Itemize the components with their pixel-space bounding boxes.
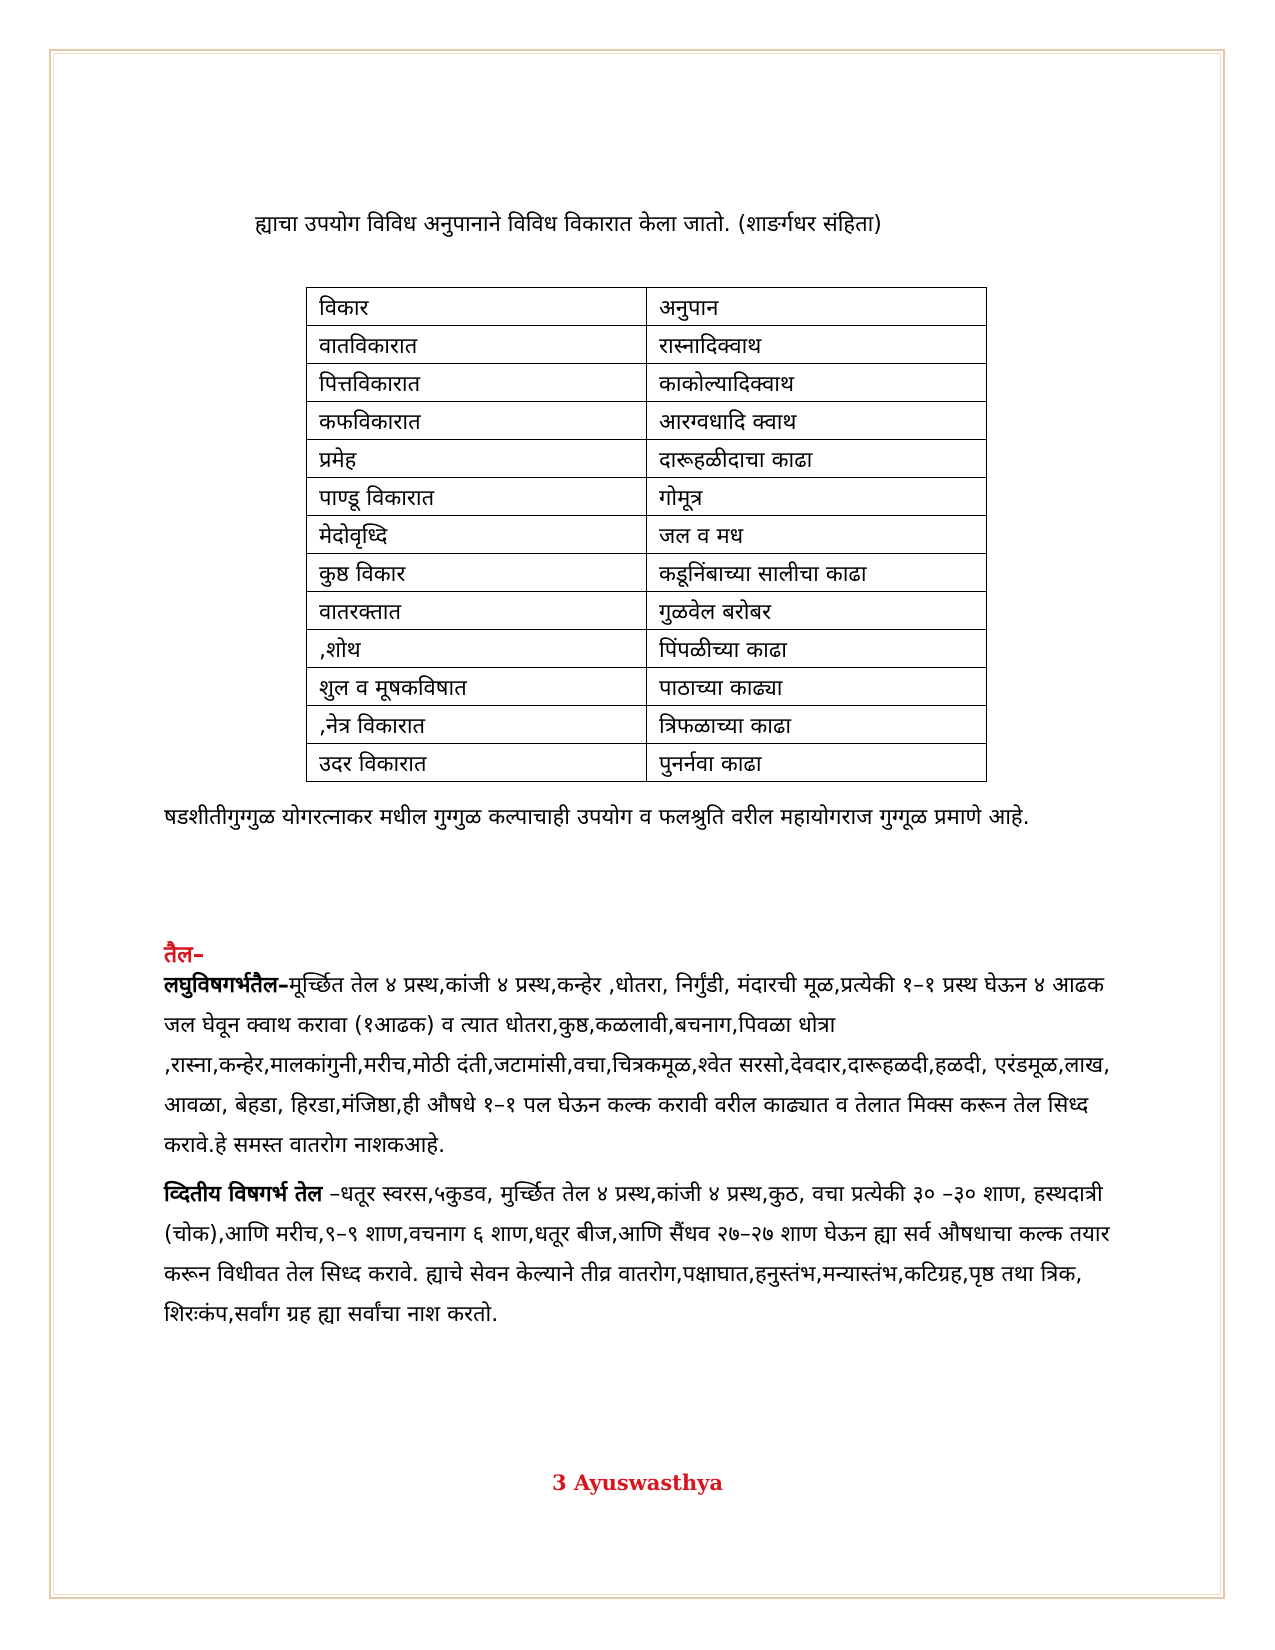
cell-vikar: कुष्ठ विकार: [307, 554, 647, 592]
page-footer: 3 Ayuswasthya: [552, 1470, 723, 1495]
cell-vikar: ,शोथ: [307, 630, 647, 668]
cell-anupan: पाठाच्या काढ्या: [647, 668, 987, 706]
cell-vikar: पित्तविकारात: [307, 364, 647, 402]
cell-vikar: पाण्डू विकारात: [307, 478, 647, 516]
cell-anupan: दारूहळीदाचा काढा: [647, 440, 987, 478]
table-row: [307, 326, 987, 364]
table-row: [307, 592, 987, 630]
cell-anupan: आरग्वधादि क्वाथ: [647, 402, 987, 440]
laghu-vishagarbha-title: लघुविषगर्भतैल–: [164, 973, 289, 998]
table-row: [307, 364, 987, 402]
cell-vikar: वातरक्तात: [307, 592, 647, 630]
cell-anupan: पुनर्नवा काढा: [647, 744, 987, 782]
dvitiya-vishagarbha-title: व्दितीय विषगर्भ तेल: [164, 1182, 323, 1207]
cell-vikar: कफविकारात: [307, 402, 647, 440]
table-row: [307, 630, 987, 668]
table-row: [307, 440, 987, 478]
cell-anupan: त्रिफळाच्या काढा: [647, 706, 987, 744]
cell-vikar: शुल व मूषकविषात: [307, 668, 647, 706]
shadashiti-paragraph: षडशीतीगुग्गुळ योगरत्नाकर मधील गुग्गुळ कल्पाचाही उपयोग व फलश्रुति वरील महायोगराज गुग्गूळ प्रमाणे आहे.: [164, 805, 1030, 830]
header-vikar: विकार: [307, 288, 647, 326]
dvitiya-vishagarbha-text: –धतूर स्वरस,५कुडव, मुर्च्छित तेल ४ प्रस्थ,कांजी ४ प्रस्थ,कुठ, वचा प्रत्येकी ३० –३० शाण, हस्थदात्री (चोक),आणि मरीच,९–९ शाण,वचनाग ६ शाण,धतूर बीज,आणि सैंधव २७–२७ शाण घेऊन ह्या सर्व औषधाचा कल्क तयार करून विधीवत तेल सिध्द करावे. ह्याचे सेवन केल्याने तीव्र वातरोग,पक्षाघात,हनुस्तंभ,मन्यास्तंभ,कटिग्रह,पृष्ठ तथा त्रिक, शिरःकंप,सर्वांग ग्रह ह्या सर्वांचा नाश करतो.: [164, 1182, 1110, 1327]
table-row: [307, 554, 987, 592]
dvitiya-vishagarbha-paragraph: [164, 1175, 1124, 1335]
section-heading-tail: तैल–: [164, 942, 205, 968]
laghu-vishagarbha-text: मूर्च्छित तेल ४ प्रस्थ,कांजी ४ प्रस्थ,कन्हेर ,धोतरा, निर्गुंडी, मंदारची मूळ,प्रत्येकी १–१ प्रस्थ घेऊन ४ आढक जल घेवून क्वाथ करावा (१आढक) व त्यात धोतरा,कुष्ठ,कळलावी,बचनाग,पिवळा धोत्रा ,रास्ना,कन्हेर,मालकांगुनी,मरीच,मोठी दंती,जटामांसी,वचा,चित्रकमूळ,श्वेत सरसो,देवदार,दारूहळदी,हळदी, एरंडमूळ,लाख, आवळा, बेहडा, हिरडा,मंजिष्ठा,ही औषधे १–१ पल घेऊन कल्क करावी वरील काढ्यात व तेलात मिक्स करून तेल सिध्द करावे.हे समस्त वातरोग नाशकआहे.: [164, 973, 1111, 1158]
cell-anupan: गोमूत्र: [647, 478, 987, 516]
cell-anupan: रास्नादिक्वाथ: [647, 326, 987, 364]
table-header-row: [307, 288, 987, 326]
intro-text: ह्याचा उपयोग विविध अनुपानाने विविध विकारात केला जातो. (शाङर्गधर संहिता): [255, 212, 882, 237]
laghu-vishagarbha-paragraph: [164, 966, 1124, 1166]
cell-vikar: उदर विकारात: [307, 744, 647, 782]
header-anupan: अनुपान: [647, 288, 987, 326]
cell-anupan: काकोल्यादिक्वाथ: [647, 364, 987, 402]
cell-vikar: प्रमेह: [307, 440, 647, 478]
table-row: [307, 402, 987, 440]
cell-anupan: जल व मध: [647, 516, 987, 554]
cell-vikar: ,नेत्र विकारात: [307, 706, 647, 744]
table-row: [307, 744, 987, 782]
table-row: [307, 706, 987, 744]
anupan-table: [306, 287, 987, 782]
cell-vikar: मेदोवृध्दि: [307, 516, 647, 554]
cell-anupan: गुळवेल बरोबर: [647, 592, 987, 630]
cell-anupan: कडूनिंबाच्या सालीचा काढा: [647, 554, 987, 592]
cell-anupan: पिंपळीच्या काढा: [647, 630, 987, 668]
table-row: [307, 516, 987, 554]
cell-vikar: वातविकारात: [307, 326, 647, 364]
table-row: [307, 478, 987, 516]
table-row: [307, 668, 987, 706]
